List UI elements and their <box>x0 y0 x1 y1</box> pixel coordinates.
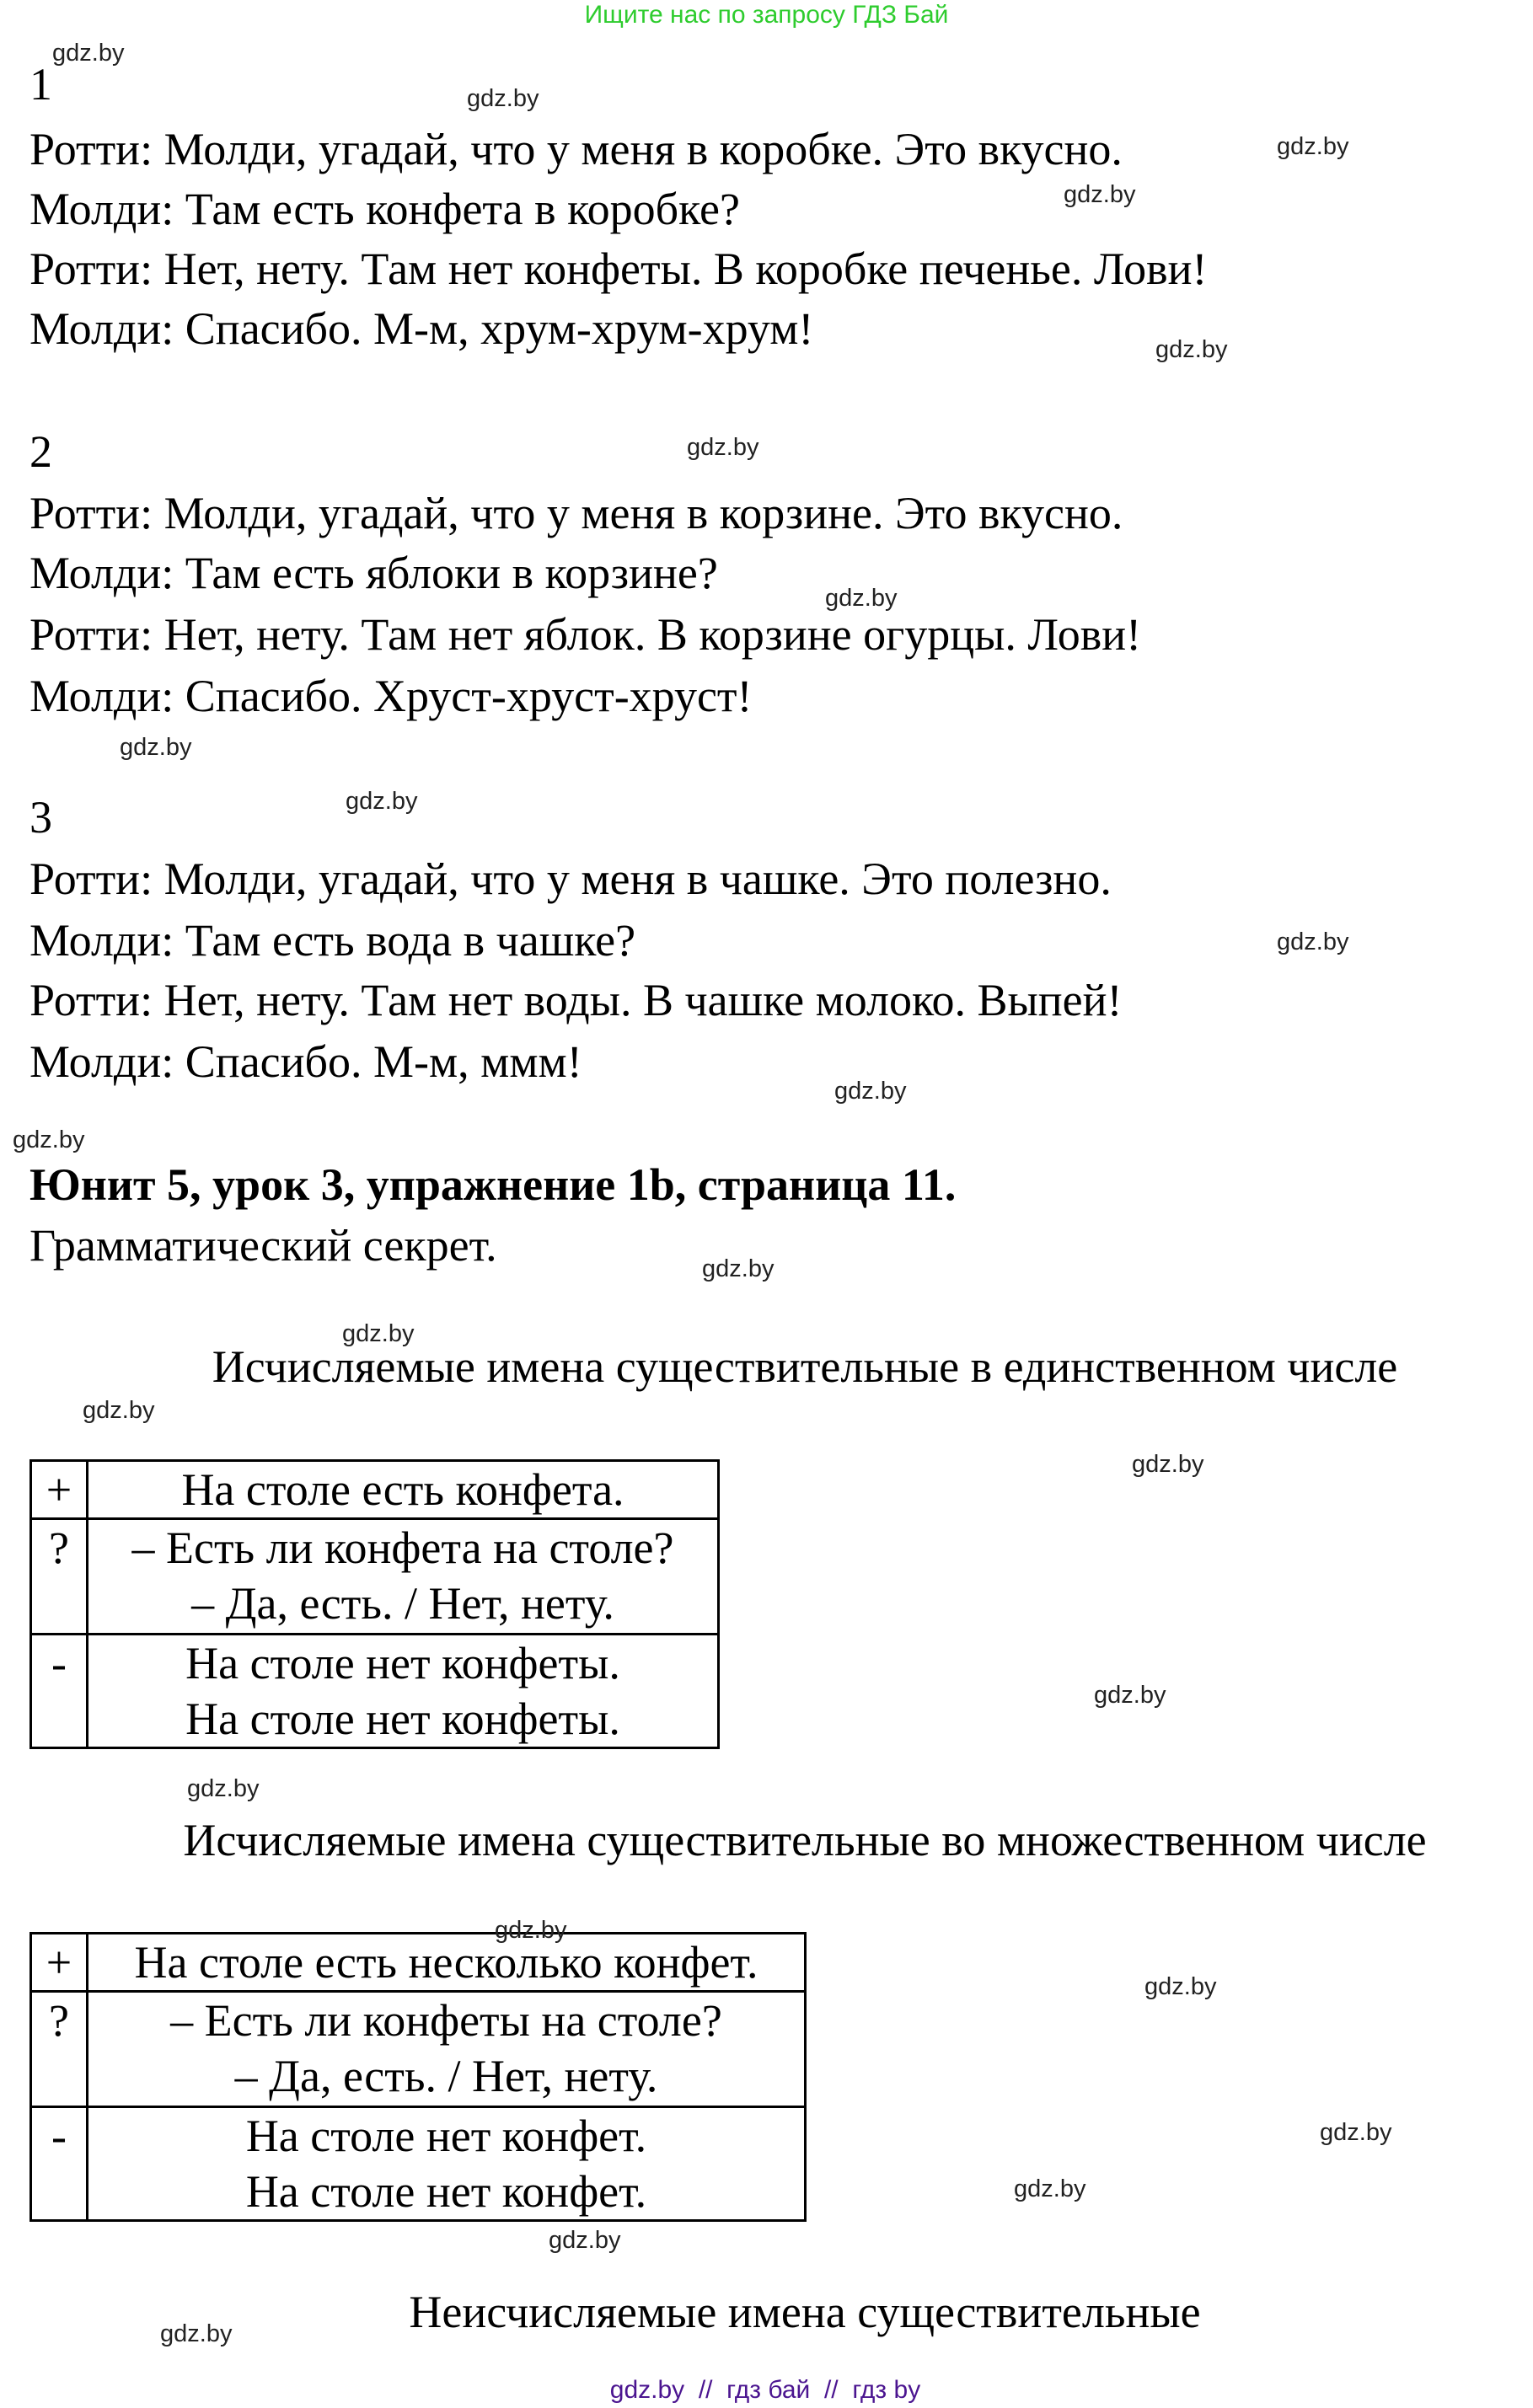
row-symbol: - <box>31 1635 88 1748</box>
watermark: gdz.by <box>495 1917 567 1944</box>
watermark: gdz.by <box>1064 181 1136 208</box>
row-symbol: ? <box>31 1519 88 1635</box>
watermark: gdz.by <box>13 1126 85 1153</box>
watermark: gdz.by <box>702 1255 775 1282</box>
row-text <box>88 1992 806 2107</box>
row-line: На столе есть конфета. <box>181 1464 624 1515</box>
dialogue-line: Ротти: Нет, нету. Там нет яблок. В корзине огурцы. Лови! <box>29 609 1142 660</box>
watermark: gdz.by <box>342 1320 415 1347</box>
dialogue-number: 1 <box>29 59 52 110</box>
table-row <box>31 1519 719 1635</box>
dialogue-line: Молди: Спасибо. М-м, хрум-хрум-хрум! <box>29 303 814 354</box>
watermark: gdz.by <box>825 585 898 612</box>
watermark: gdz.by <box>120 734 192 761</box>
footer-links[interactable]: gdz.by // гдз бай // гдз by <box>609 2376 921 2404</box>
watermark: gdz.by <box>1132 1451 1204 1478</box>
row-line: – Да, есть. / Нет, нету. <box>234 2051 658 2101</box>
row-line: На столе нет конфеты. <box>185 1638 620 1688</box>
row-text <box>88 1519 719 1635</box>
watermark: gdz.by <box>549 2227 621 2254</box>
dialogue-number: 3 <box>29 792 52 843</box>
search-banner: Ищите нас по запросу ГДЗ Бай <box>584 1 949 29</box>
watermark: gdz.by <box>1144 1973 1217 2000</box>
dialogue-line: Ротти: Нет, нету. Там нет воды. В чашке молоко. Выпей! <box>29 975 1123 1025</box>
table-row <box>31 1635 719 1748</box>
row-line: – Да, есть. / Нет, нету. <box>191 1578 614 1629</box>
row-symbol: + <box>31 1461 88 1519</box>
row-line: На столе нет конфет. <box>245 2111 647 2161</box>
watermark: gdz.by <box>346 788 418 815</box>
row-symbol: - <box>31 2107 88 2221</box>
row-text <box>88 1934 806 1992</box>
dialogue-line: Ротти: Молди, угадай, что у меня в корзине. Это вкусно. <box>29 488 1123 538</box>
watermark: gdz.by <box>1277 133 1349 160</box>
watermark: gdz.by <box>160 2320 233 2347</box>
watermark: gdz.by <box>1277 928 1349 955</box>
watermark: gdz.by <box>52 40 125 67</box>
row-text <box>88 2107 806 2221</box>
dialogue-line: Молди: Там есть конфета в коробке? <box>29 184 740 234</box>
uncountable-title: Неисчисляемые имена существительные <box>409 2287 1201 2337</box>
grammar-table-singular <box>29 1459 720 1749</box>
watermark: gdz.by <box>1014 2175 1086 2202</box>
dialogue-number: 2 <box>29 426 52 477</box>
row-text <box>88 1635 719 1748</box>
row-line: На столе нет конфет. <box>245 2166 647 2217</box>
exercise-heading: Юнит 5, урок 3, упражнение 1b, страница 11. <box>29 1159 957 1210</box>
dialogue-line: Молди: Там есть яблоки в корзине? <box>29 548 718 598</box>
row-line: На столе есть несколько конфет. <box>134 1937 758 1988</box>
dialogue-line: Ротти: Нет, нету. Там нет конфеты. В коробке печенье. Лови! <box>29 243 1208 294</box>
dialogue-line: Молди: Спасибо. Хруст-хруст-хруст! <box>29 671 753 721</box>
dialogue-line: Ротти: Молди, угадай, что у меня в коробке. Это вкусно. <box>29 124 1123 174</box>
watermark: gdz.by <box>1320 2119 1392 2146</box>
row-line: – Есть ли конфета на столе? <box>131 1522 674 1573</box>
dialogue-line: Ротти: Молди, угадай, что у меня в чашке. Это полезно. <box>29 854 1112 904</box>
row-line: – Есть ли конфеты на столе? <box>170 1995 722 2046</box>
table-title: Исчисляемые имена существительные в единственном числе <box>212 1341 1398 1392</box>
table-row <box>31 2107 806 2221</box>
dialogue-line: Молди: Там есть вода в чашке? <box>29 915 636 966</box>
table-row <box>31 1461 719 1519</box>
row-line: На столе нет конфеты. <box>185 1694 620 1744</box>
watermark: gdz.by <box>1094 1682 1166 1709</box>
watermark: gdz.by <box>467 85 539 112</box>
grammar-table-plural <box>29 1932 807 2222</box>
watermark: gdz.by <box>83 1397 155 1424</box>
table-row <box>31 1934 806 1992</box>
watermark: gdz.by <box>1155 336 1228 363</box>
watermark: gdz.by <box>834 1078 907 1105</box>
watermark: gdz.by <box>687 434 759 461</box>
row-symbol: ? <box>31 1992 88 2107</box>
table-title: Исчисляемые имена существительные во множественном числе <box>183 1815 1427 1865</box>
watermark: gdz.by <box>187 1775 260 1802</box>
table-row <box>31 1992 806 2107</box>
dialogue-line: Молди: Спасибо. М-м, ммм! <box>29 1036 582 1087</box>
row-text <box>88 1461 719 1519</box>
subheading: Грамматический секрет. <box>29 1220 497 1271</box>
row-symbol: + <box>31 1934 88 1992</box>
